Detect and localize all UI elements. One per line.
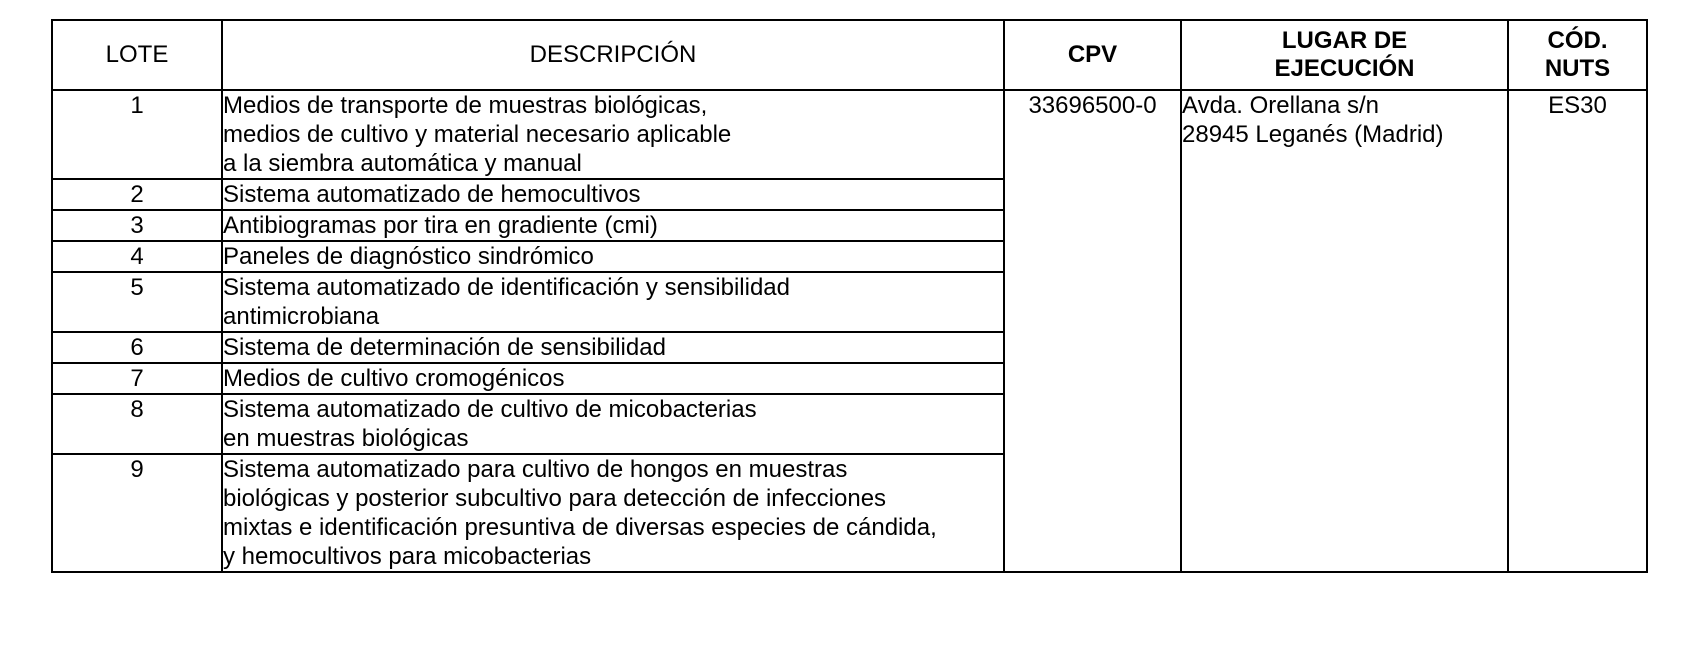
lote-number: 5 [52,272,222,332]
description-line: Medios de transporte de muestras biológicas, [223,92,708,119]
nuts-code: ES30 [1508,90,1647,572]
lugar-line: 28945 Leganés (Madrid) [1182,121,1444,148]
lugar-ejecucion [1181,90,1508,572]
lote-description [222,179,1004,210]
lote-number: 9 [52,454,222,572]
lote-description [222,210,1004,241]
lote-description [222,241,1004,272]
lote-description [222,332,1004,363]
lote-description [222,272,1004,332]
description-line: biológicas y posterior subcultivo para detección de infecciones [223,485,887,512]
lote-number: 1 [52,90,222,179]
description-line: Paneles de diagnóstico sindrómico [223,243,594,270]
description-line: y hemocultivos para micobacterias [223,543,592,570]
lots-table [51,19,1648,573]
description-line: Sistema automatizado de hemocultivos [223,181,641,208]
description-line: Sistema automatizado de cultivo de micobacterias [223,396,757,423]
lote-description [222,454,1004,572]
lugar-line: Avda. Orellana s/n [1182,92,1380,119]
table-row [52,90,1647,179]
header-lugar [1181,20,1508,90]
lote-number: 3 [52,210,222,241]
header-lote: LOTE [52,20,222,90]
cpv-code: 33696500-0 [1004,90,1181,572]
description-line: en muestras biológicas [223,425,469,452]
description-line: medios de cultivo y material necesario aplicable [223,121,732,148]
description-line: Sistema automatizado para cultivo de hongos en muestras [223,456,848,483]
lote-number: 7 [52,363,222,394]
lote-number: 8 [52,394,222,454]
lote-description [222,363,1004,394]
lote-number: 6 [52,332,222,363]
description-line: Antibiogramas por tira en gradiente (cmi) [223,212,658,239]
header-lugar-line: LUGAR DE [1281,27,1408,54]
header-lugar-line: EJECUCIÓN [1274,55,1415,82]
lote-description [222,394,1004,454]
lote-number: 2 [52,179,222,210]
description-line: Medios de cultivo cromogénicos [223,365,565,392]
header-descripcion: DESCRIPCIÓN [222,20,1004,90]
header-nuts-line: CÓD. [1547,27,1608,54]
lote-description [222,90,1004,179]
description-line: Sistema de determinación de sensibilidad [223,334,666,361]
header-row [52,20,1647,90]
lote-number: 4 [52,241,222,272]
header-nuts [1508,20,1647,90]
header-nuts-line: NUTS [1544,55,1611,82]
description-line: mixtas e identificación presuntiva de diversas especies de cándida, [223,514,937,541]
description-line: Sistema automatizado de identificación y sensibilidad [223,274,790,301]
header-cpv: CPV [1004,20,1181,90]
description-line: a la siembra automática y manual [223,150,582,177]
description-line: antimicrobiana [223,303,380,330]
